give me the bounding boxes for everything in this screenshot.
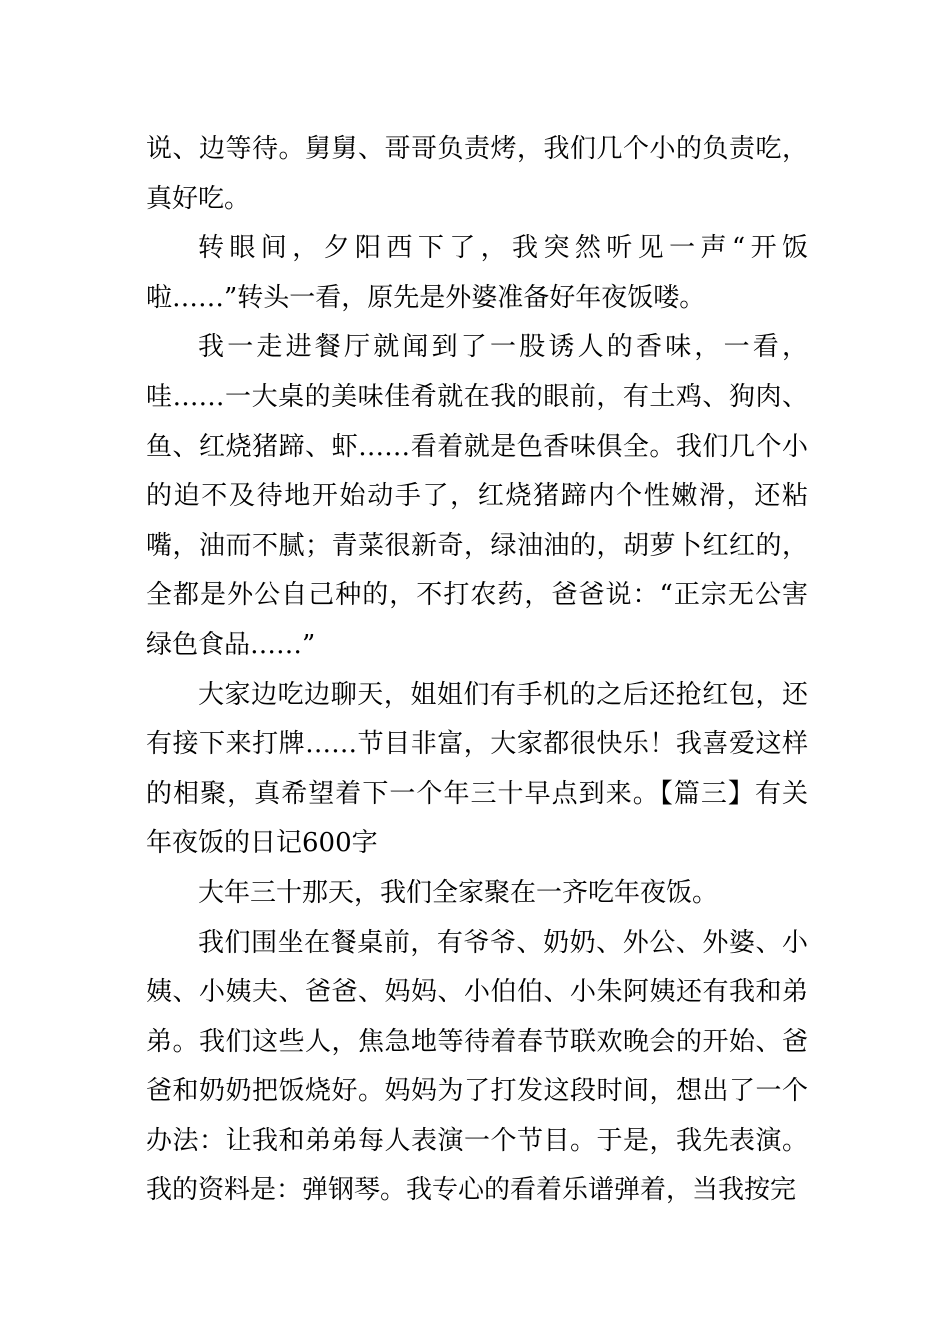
paragraph: 我们围坐在餐桌前，有爷爷、奶奶、外公、外婆、小姨、小姨夫、爸爸、妈妈、小伯伯、小朱阿姨还有我和弟弟。我们这些人，焦急地等待着春节联欢晚会的开始、爸爸和奶奶把饭烧好。妈妈为了打发这段时间，想出了一个办法：让我和弟弟每人表演一个节目。于是，我先表演。我的资料是：弹钢琴。我专心的看着乐谱弹着，当我按完 <box>146 927 808 1206</box>
paragraph: 我一走进餐厅就闻到了一股诱人的香味，一看，哇……一大桌的美味佳肴就在我的眼前，有土鸡、狗肉、鱼、红烧猪蹄、虾……看着就是色香味俱全。我们几个小的迫不及待地开始动手了，红烧猪蹄内个性嫩滑，还粘嘴，油而不腻；青菜很新奇，绿油油的，胡萝卜红红的，全都是外公自己种的，不打农药，爸爸说：“正宗无公害绿色食品……” <box>146 332 808 660</box>
paragraph-continuation: 说、边等待。舅舅、哥哥负责烤，我们几个小的负责吃，真好吃。 <box>146 134 808 214</box>
paragraph: 大家边吃边聊天，姐姐们有手机的之后还抢红包，还有接下来打牌……节目非富，大家都很快乐！我喜爱这样的相聚，真希望着下一个年三十早点到来。【篇三】有关年夜饭的日记600字 <box>146 679 808 859</box>
paragraph: 转眼间，夕阳西下了，我突然听见一声“开饭啦……”转头一看，原先是外婆准备好年夜饭喽。 <box>146 233 808 313</box>
paragraph: 大年三十那天，我们全家聚在一齐吃年夜饭。 <box>198 877 719 908</box>
article-body <box>146 125 808 1216</box>
